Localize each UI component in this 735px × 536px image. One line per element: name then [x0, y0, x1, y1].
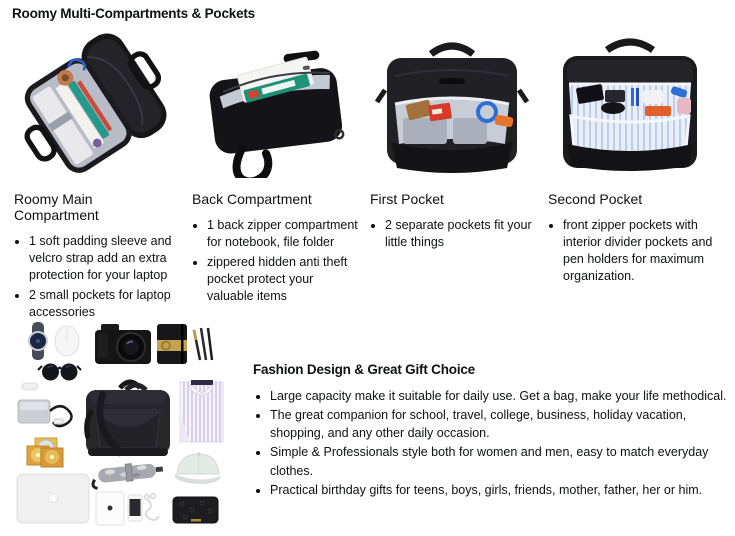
flatlay-illustration [10, 314, 250, 535]
gift-bullet-list [253, 387, 727, 499]
gift-bullet: • Practical birthday gifts for teens, boys, girls, friends, mother, father, her or him. [270, 481, 727, 499]
feature-bullet-list [368, 217, 536, 251]
hard-drive-icon [18, 400, 72, 426]
second-pocket-illustration [547, 30, 713, 178]
back-compartment-illustration [191, 30, 357, 178]
feature-heading: First Pocket [370, 191, 444, 207]
feature-bullet: • zippered hidden anti theft pocket protect your valuable items [207, 254, 358, 305]
wallet-icon [173, 497, 218, 523]
earphones-icon [145, 494, 160, 521]
first-pocket-illustration [369, 30, 535, 178]
feature-bullet-list [12, 233, 180, 320]
open-bag-tilted-illustration [13, 30, 179, 178]
gift-bullet: • Large capacity make it suitable for daily use. Get a bag, make your life methodical. [270, 387, 727, 405]
feature-columns [12, 30, 714, 323]
section-title: Roomy Multi-Compartments & Pockets [12, 6, 255, 21]
gift-bullet: • Simple & Professionals style both for women and men, easy to match everyday clothes. [270, 443, 727, 479]
first-pocket-photo [368, 30, 536, 178]
lifestyle-flatlay-photo [10, 314, 250, 535]
gift-heading: Fashion Design & Great Gift Choice [253, 362, 475, 377]
phone-icon [128, 495, 142, 521]
umbrella-icon [91, 460, 164, 488]
feature-heading: Back Compartment [192, 191, 312, 207]
tablet-icon [96, 492, 124, 525]
back-compartment-photo [190, 30, 358, 178]
feature-column-main-compartment [12, 30, 180, 323]
feature-bullet-list [546, 217, 714, 285]
main-compartment-photo [12, 30, 180, 178]
watch-icon [28, 322, 48, 360]
camera-icon [95, 324, 151, 364]
feature-heading: Second Pocket [548, 191, 643, 207]
feature-bullet: • front zipper pockets with interior divider pockets and pen holders for maximum organization. [563, 217, 714, 285]
gift-section [253, 362, 727, 500]
notebook-icon [157, 324, 187, 364]
cap-icon [175, 452, 221, 484]
mouse-icon [55, 326, 79, 356]
usb-drive-icon [22, 383, 38, 390]
pens-icon [194, 328, 212, 360]
sunglasses-icon [38, 364, 81, 381]
laptop-icon [17, 474, 89, 523]
cd-cases-icon [27, 438, 63, 467]
feature-bullet: • 2 small pockets for laptop accessories [29, 287, 180, 321]
feature-column-back-compartment [190, 30, 358, 323]
feature-bullet: • 2 separate pockets fit your little things [385, 217, 536, 251]
briefcase-icon [86, 382, 170, 456]
feature-bullet: • 1 soft padding sleeve and velcro strap add an extra protection for your laptop [29, 233, 180, 284]
feature-column-first-pocket [368, 30, 536, 323]
feature-bullet: • 1 back zipper compartment for notebook, file folder [207, 217, 358, 251]
gift-bullet: • The great companion for school, travel, college, business, holiday vacation, shopping, and any other daily occasion. [270, 406, 727, 442]
feature-column-second-pocket [546, 30, 714, 323]
shirt-icon [180, 380, 223, 442]
second-pocket-photo [546, 30, 714, 178]
feature-heading: Roomy Main Compartment [14, 191, 99, 223]
feature-bullet-list [190, 217, 358, 304]
